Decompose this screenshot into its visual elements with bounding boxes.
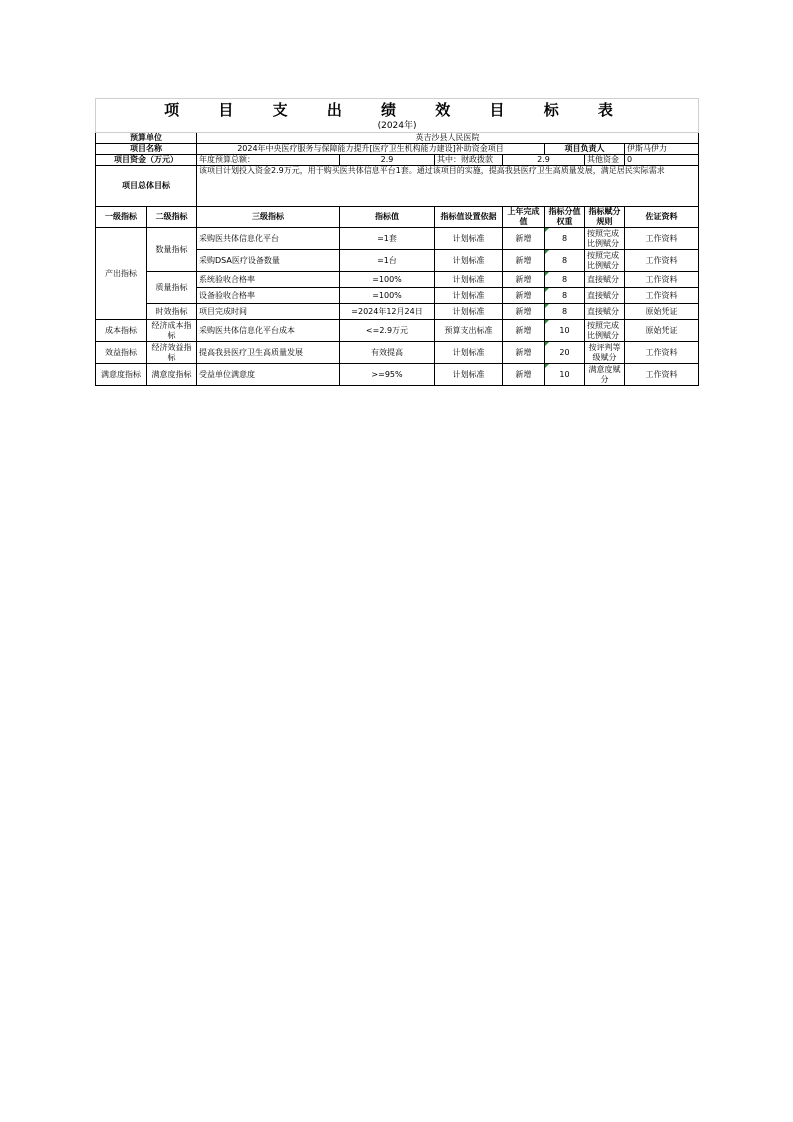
header-value: 指标值	[340, 207, 435, 228]
basis-cell: 计划标准	[435, 288, 503, 304]
level3-cell: 设备验收合格率	[197, 288, 340, 304]
header-level2: 二级指标	[147, 207, 197, 228]
value-cell: >=95%	[340, 364, 435, 386]
last-year-cell: 新增	[503, 228, 545, 250]
annual-total-label: 年度预算总额：	[197, 155, 340, 166]
header-basis: 指标值设置依据	[435, 207, 503, 228]
evidence-cell: 工作资料	[625, 342, 699, 364]
rule-cell: 直接赋分	[585, 304, 625, 320]
value-cell: 有效提高	[340, 342, 435, 364]
weight-cell: 8	[545, 288, 585, 304]
level1-cell: 产出指标	[96, 228, 147, 320]
level1-cell: 成本指标	[96, 320, 147, 342]
table-row	[96, 364, 699, 386]
rule-cell: 按评判等级赋分	[585, 342, 625, 364]
weight-cell: 8	[545, 250, 585, 272]
rule-cell: 满意度赋分	[585, 364, 625, 386]
level1-cell: 效益指标	[96, 342, 147, 364]
budget-unit-label: 预算单位	[96, 133, 197, 144]
evidence-cell: 工作资料	[625, 364, 699, 386]
other-funds-value: 0	[625, 155, 699, 166]
value-cell: =100%	[340, 272, 435, 288]
table-row	[96, 304, 699, 320]
level2-cell: 质量指标	[147, 272, 197, 304]
basis-cell: 计划标准	[435, 228, 503, 250]
value-cell: <=2.9万元	[340, 320, 435, 342]
header-last-year: 上年完成值	[503, 207, 545, 228]
last-year-cell: 新增	[503, 342, 545, 364]
rule-cell: 按照完成比例赋分	[585, 320, 625, 342]
weight-cell: 8	[545, 304, 585, 320]
rule-cell: 直接赋分	[585, 272, 625, 288]
weight-cell: 20	[545, 342, 585, 364]
fiscal-allocation-value: 2.9	[503, 155, 585, 166]
header-evidence: 佐证资料	[625, 207, 699, 228]
level1-cell: 满意度指标	[96, 364, 147, 386]
basis-cell: 计划标准	[435, 304, 503, 320]
level2-cell: 时效指标	[147, 304, 197, 320]
last-year-cell: 新增	[503, 364, 545, 386]
level3-cell: 系统验收合格率	[197, 272, 340, 288]
project-funds-label: 项目资金（万元）	[96, 155, 197, 166]
level3-cell: 采购医共体信息化平台	[197, 228, 340, 250]
level2-cell: 经济效益指标	[147, 342, 197, 364]
last-year-cell: 新增	[503, 250, 545, 272]
table-row	[96, 228, 699, 250]
evidence-cell: 原始凭证	[625, 320, 699, 342]
level3-cell: 采购医共体信息化平台成本	[197, 320, 340, 342]
basis-cell: 计划标准	[435, 272, 503, 288]
annual-total-value: 2.9	[340, 155, 435, 166]
evidence-cell: 工作资料	[625, 272, 699, 288]
performance-target-table	[95, 98, 699, 386]
table-row	[96, 342, 699, 364]
value-cell: =1套	[340, 228, 435, 250]
evidence-cell: 工作资料	[625, 250, 699, 272]
value-cell: =100%	[340, 288, 435, 304]
overall-goal-label: 项目总体目标	[96, 166, 197, 207]
basis-cell: 预算支出标准	[435, 320, 503, 342]
value-cell: =1台	[340, 250, 435, 272]
value-cell: =2024年12月24日	[340, 304, 435, 320]
indicator-header-row	[96, 207, 699, 228]
table-row	[96, 272, 699, 288]
level2-cell: 经济成本指标	[147, 320, 197, 342]
level3-cell: 项目完成时间	[197, 304, 340, 320]
last-year-cell: 新增	[503, 272, 545, 288]
performance-target-sheet	[95, 98, 698, 386]
evidence-cell: 工作资料	[625, 288, 699, 304]
table-row	[96, 320, 699, 342]
rule-cell: 按照完成比例赋分	[585, 250, 625, 272]
level2-cell: 数量指标	[147, 228, 197, 272]
project-name-value: 2024年中央医疗服务与保障能力提升[医疗卫生机构能力建设]补助资金项目	[197, 144, 545, 155]
weight-cell: 10	[545, 320, 585, 342]
evidence-cell: 工作资料	[625, 228, 699, 250]
rule-cell: 按照完成比例赋分	[585, 228, 625, 250]
project-name-label: 项目名称	[96, 144, 197, 155]
overall-goal-text: 该项目计划投入资金2.9万元，用于购买医共体信息平台1套。通过该项目的实施，提高我县医疗卫生高质量发展，满足居民实际需求	[197, 166, 699, 207]
basis-cell: 计划标准	[435, 342, 503, 364]
level2-cell: 满意度指标	[147, 364, 197, 386]
document-year: (2024年)	[96, 120, 699, 133]
project-leader-value: 伊斯马伊力	[625, 144, 699, 155]
last-year-cell: 新增	[503, 288, 545, 304]
other-funds-label: 其他资金	[585, 155, 625, 166]
document-title: 项 目 支 出 绩 效 目 标 表	[96, 99, 699, 121]
last-year-cell: 新增	[503, 320, 545, 342]
weight-cell: 8	[545, 272, 585, 288]
header-level1: 一级指标	[96, 207, 147, 228]
level3-cell: 受益单位满意度	[197, 364, 340, 386]
level3-cell: 采购DSA医疗设备数量	[197, 250, 340, 272]
weight-cell: 8	[545, 228, 585, 250]
header-level3: 三级指标	[197, 207, 340, 228]
weight-cell: 10	[545, 364, 585, 386]
basis-cell: 计划标准	[435, 250, 503, 272]
level3-cell: 提高我县医疗卫生高质量发展	[197, 342, 340, 364]
budget-unit-value: 英吉沙县人民医院	[197, 133, 699, 144]
rule-cell: 直接赋分	[585, 288, 625, 304]
evidence-cell: 原始凭证	[625, 304, 699, 320]
last-year-cell: 新增	[503, 304, 545, 320]
basis-cell: 计划标准	[435, 364, 503, 386]
fiscal-allocation-label: 其中：财政拨款	[435, 155, 503, 166]
project-leader-label: 项目负责人	[545, 144, 625, 155]
header-weight: 指标分值权重	[545, 207, 585, 228]
header-rule: 指标赋分规则	[585, 207, 625, 228]
